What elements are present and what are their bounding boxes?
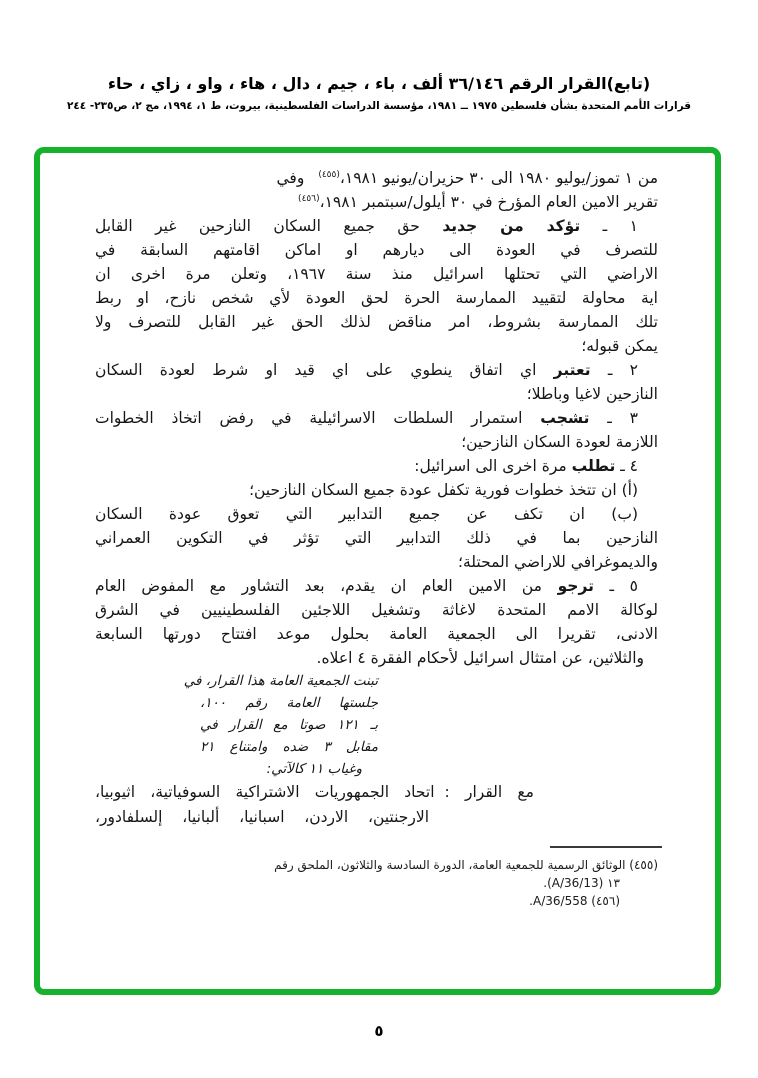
clause-1-line-1 <box>95 214 658 238</box>
clause-4-item-b-line-3: والديموغرافي للاراضي المحتلة؛ <box>458 553 658 571</box>
clause-1-line-3: الاراضي التي تحتلها اسرائيل منذ سنة ١٩٦٧، وتعلن مرة اخرى ان <box>95 265 658 283</box>
clause-3-number: ٣ ـ <box>589 409 638 427</box>
clause-3-verb: تشجب <box>540 409 590 427</box>
adoption-note <box>183 670 378 780</box>
clause-1-line-6: يمكن قبوله؛ <box>581 337 658 355</box>
adoption-line-2: جلستها العامة رقم ١٠٠، <box>200 695 378 711</box>
clause-4-item-b-line-2: النازحين بما في ذلك التدابير التي تؤثر في التكوين العمراني <box>95 529 658 547</box>
resolution-title: (تابع)القرار الرقم ٣٦/١٤٦ ألف ، باء ، جيم ، دال ، هاء ، واو ، زاي ، حاء <box>107 74 651 93</box>
footnotes <box>95 856 658 910</box>
clause-5-line-4: والثلاثين، عن امتثال اسرائيل لأحكام الفقرة ٤ اعلاه. <box>316 649 644 667</box>
body-line-1 <box>95 166 658 190</box>
clause-1-line-4: اية محاولة لتقييد الممارسة الحرة لحق العودة لأي شخص نازح، او ربط <box>95 289 658 307</box>
adoption-line-3: بـ ١٢١ صوتا مع القرار في <box>200 717 378 733</box>
adoption-line-5: وغياب ١١ كالآتي: <box>266 761 362 777</box>
clause-1-line-2: للتصرف في العودة الى ديارهم او اماكن اقامتهم السابقة في <box>95 241 658 259</box>
clause-4-line-1 <box>95 454 658 478</box>
clause-4-item-b-line-1: (ب) ان تكف عن جميع التدابير التي تعوق عودة السكان <box>95 505 638 523</box>
clause-2-verb: تعتبر <box>553 361 591 379</box>
clause-1-number: ١ ـ <box>580 217 638 235</box>
footnote-ref-455: (٤٥٥) <box>318 169 340 180</box>
clause-3-text: استمرار السلطات الاسرائيلية في رفض اتخاذ الخطوات <box>95 409 541 427</box>
footnote-455-line-2: ١٣ (A/36/13). <box>543 876 620 890</box>
clause-1-line-5: تلك الممارسة بشروط، امر مناقض لذلك الحق غير القابل للتصرف ولا <box>95 313 658 331</box>
clause-4-text: مرة اخرى الى اسرائيل: <box>414 457 572 475</box>
clause-2-text: اي اتفاق ينطوي على اي قيد او شرط لعودة السكان <box>95 361 554 379</box>
source-citation: قرارات الأمم المتحدة بشأن فلسطين ١٩٧٥ ــ ١٩٨١، مؤسسة الدراسات الفلسطينية، بيروت، ط ١، ١٩٩٤، مج ٢، ص٢٣٥- ٢٤٤ <box>66 100 691 112</box>
footnote-456: (٤٥٦) A/36/558. <box>529 894 620 908</box>
clause-3-line-2: اللازمة لعودة السكان النازحين؛ <box>461 433 658 451</box>
clause-5-number: ٥ ـ <box>593 577 638 595</box>
clause-2-number: ٢ ـ <box>590 361 638 379</box>
footnote-ref-456: (٤٥٦) <box>298 193 320 204</box>
adoption-line-4: مقابل ٣ ضده وامتناع ٢١ <box>200 739 378 755</box>
page-number: ٥ <box>374 1022 384 1040</box>
footnote-455-line-1: (٤٥٥) الوثائق الرسمية للجمعية العامة، الدورة السادسة والثلاثون، الملحق رقم <box>274 858 658 872</box>
vote-for-line-2: الارجنتين، الاردن، اسبانيا، ألبانيا، إلسلفادور، <box>95 808 429 826</box>
clause-5-text: من الامين العام ان يقدم، بعد التشاور مع المفوض العام <box>95 577 558 595</box>
clause-4-number: ٤ ـ <box>615 457 638 475</box>
clause-3-line-1 <box>95 406 658 430</box>
vote-for-line-1 <box>95 780 658 805</box>
clause-5-line-2: لوكالة الامم المتحدة لاغاثة وتشغيل اللاجئين الفلسطينيين في الشرق <box>95 601 658 619</box>
adoption-line-1: تبنت الجمعية العامة هذا القرار، في <box>183 673 378 689</box>
resolution-body <box>95 166 658 830</box>
vote-for-countries-1: اتحاد الجمهوريات الاشتراكية السوفياتية، اثيوبيا، <box>95 783 435 801</box>
clause-4-verb: تطلب <box>571 457 616 475</box>
body-line-1-text: من ١ تموز/يوليو ١٩٨٠ الى ٣٠ حزيران/يونيو ١٩٨١، <box>339 169 658 187</box>
body-line-1-tail: وفي <box>276 169 305 187</box>
clause-2-line-2: النازحين لاغيا وباطلا؛ <box>526 385 658 403</box>
clause-5-line-3: الادنى، تقريرا الى الجمعية العامة بحلول موعد افتتاح دورتها السابعة <box>95 625 658 643</box>
clause-2-line-1 <box>95 358 658 382</box>
body-line-2 <box>95 190 658 214</box>
footnote-separator <box>550 846 662 848</box>
clause-1-verb: تؤكد من جديد <box>442 217 581 235</box>
clause-1-text: حق جميع السكان النازحين غير القابل <box>95 217 443 235</box>
clause-5-verb: ترجو <box>557 577 594 595</box>
vote-for-label: مع القرار : <box>444 783 534 801</box>
clause-4-item-a: (أ) ان تتخذ خطوات فورية تكفل عودة جميع السكان النازحين؛ <box>249 481 638 499</box>
body-line-2-text: تقرير الامين العام المؤرخ في ٣٠ أيلول/سبتمبر ١٩٨١، <box>319 193 658 211</box>
clause-5-line-1 <box>95 574 658 598</box>
